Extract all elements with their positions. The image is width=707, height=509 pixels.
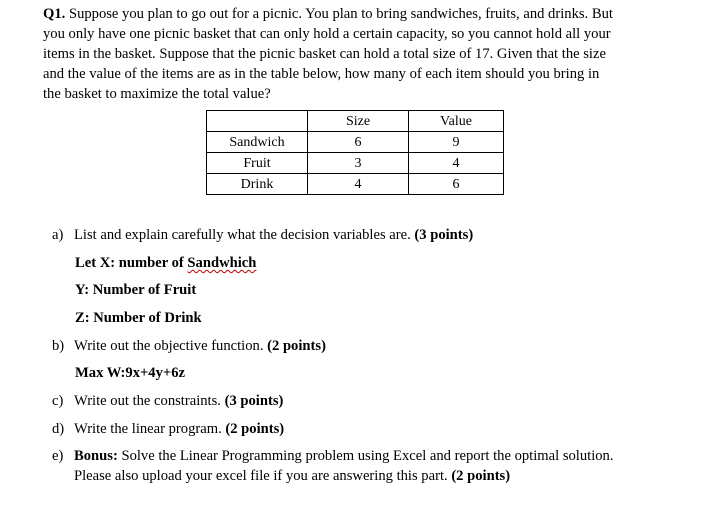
part-e-points: (2 points): [451, 468, 511, 484]
part-e-continued: [74, 466, 510, 486]
part-e: [52, 446, 614, 466]
part-a: [52, 225, 473, 245]
part-d-text: Write the linear program.: [74, 421, 222, 437]
part-d: [52, 419, 284, 439]
table-cell: Drink: [207, 174, 308, 195]
question-line-1: Suppose you plan to go out for a picnic. You plan to bring sandwiches, fruits, and drinks. But: [68, 6, 613, 22]
part-e-text-2: Please also upload your excel file if you are answering this part.: [74, 468, 448, 484]
part-d-label: d): [52, 421, 65, 437]
part-a-points: (3 points): [414, 227, 474, 243]
part-b: [52, 336, 326, 356]
table-cell: Sandwich: [207, 132, 308, 153]
question-line-3: items in the basket. Suppose that the picnic basket can hold a total size of 17. Given that the size: [43, 46, 606, 62]
items-table: [206, 110, 504, 195]
answer-y: Y: Number of Fruit: [75, 282, 197, 298]
question-label: Q1.: [43, 6, 66, 22]
table-cell: 4: [409, 153, 504, 174]
answer-x: [75, 253, 256, 273]
answer-x-prefix: Let X: number of: [75, 255, 188, 271]
table-cell: 6: [409, 174, 504, 195]
question-line-4: and the value of the items are as in the table below, how many of each item should you bring in: [43, 66, 600, 82]
part-b-label: b): [52, 338, 65, 354]
answer-objective: Max W:9x+4y+6z: [75, 365, 185, 381]
table-cell: 9: [409, 132, 504, 153]
table-cell: Fruit: [207, 153, 308, 174]
part-e-bonus: Bonus:: [74, 448, 118, 464]
part-a-text: List and explain carefully what the decision variables are.: [74, 227, 411, 243]
table-header-cell: Size: [308, 111, 409, 132]
answer-x-word: Sandwhich: [187, 255, 257, 271]
part-c-text: Write out the constraints.: [74, 393, 221, 409]
answer-z: Z: Number of Drink: [75, 310, 202, 326]
table-cell: 3: [308, 153, 409, 174]
table-header-cell: [207, 111, 308, 132]
question-line-5: the basket to maximize the total value?: [43, 86, 271, 102]
question-paragraph: [43, 4, 663, 104]
part-a-label: a): [52, 227, 64, 243]
table-header-cell: Value: [409, 111, 504, 132]
part-e-label: e): [52, 448, 64, 464]
part-e-text-1: Solve the Linear Programming problem using Excel and report the optimal solution.: [121, 448, 614, 464]
table-row: [207, 132, 504, 153]
table-cell: 6: [308, 132, 409, 153]
part-b-text: Write out the objective function.: [74, 338, 264, 354]
table-row: [207, 153, 504, 174]
part-b-points: (2 points): [267, 338, 326, 354]
part-d-points: (2 points): [225, 421, 285, 437]
table-header-row: [207, 111, 504, 132]
part-c-points: (3 points): [224, 393, 284, 409]
table-cell: 4: [308, 174, 409, 195]
question-line-2: you only have one picnic basket that can only hold a certain capacity, so you cannot hold all your: [43, 26, 611, 42]
table-row: [207, 174, 504, 195]
part-c-label: c): [52, 393, 64, 409]
part-c: [52, 391, 283, 411]
